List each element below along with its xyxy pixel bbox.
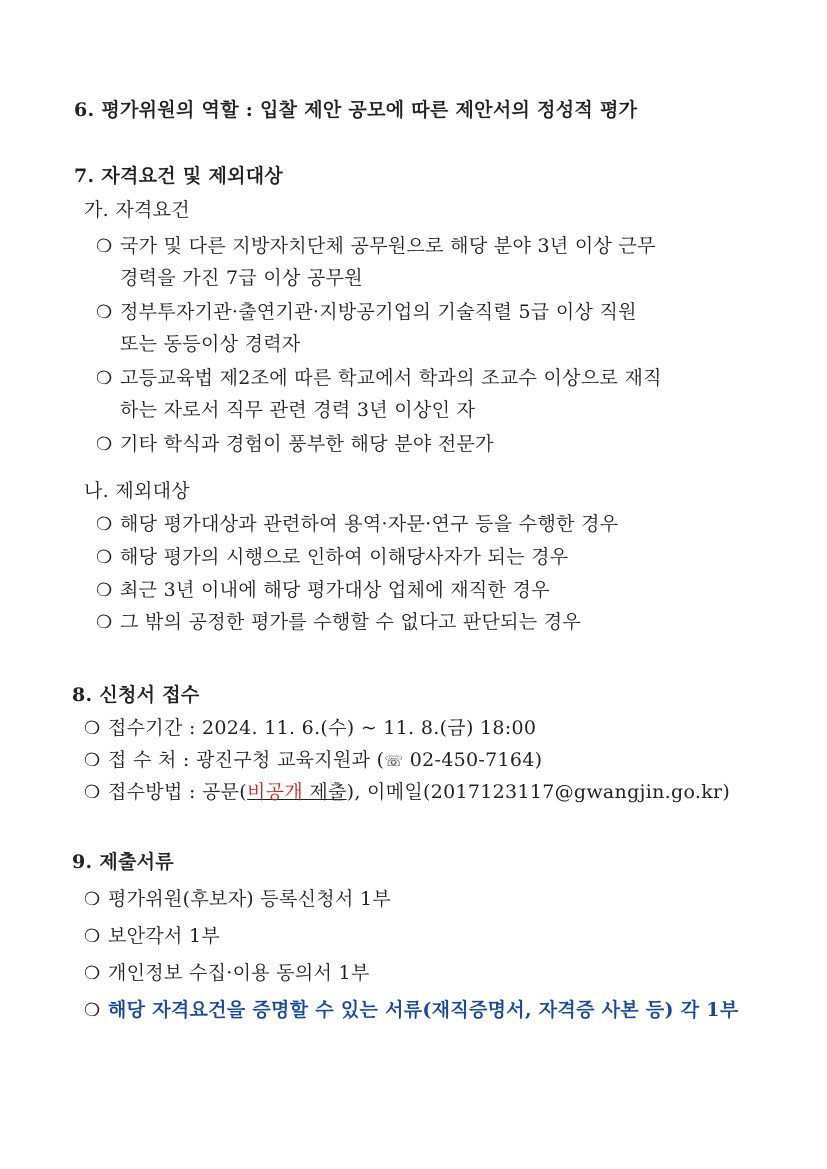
submission-method (84, 777, 730, 804)
submission-place (84, 745, 542, 772)
qualification-item-2-cont: 또는 동등이상 경력자 (120, 333, 301, 355)
document-item-4-text: 해당 자격요건을 증명할 수 있는 서류(재직증명서, 자격증 사본 등) 각 1부 (108, 999, 739, 1021)
exclusion-item-2 (96, 542, 568, 569)
submission-place-text: 접 수 처 : 광진구청 교육지원과 ( (108, 749, 385, 771)
circle-bullet-icon: ❍ (96, 547, 113, 568)
submit-label: 제출 (303, 781, 347, 803)
circle-bullet-icon: ❍ (84, 926, 101, 947)
submission-phone-number: 02-450-7164) (403, 749, 543, 771)
qualification-item-4-line1: 기타 학식과 경험이 풍부한 해당 분야 전문가 (120, 433, 494, 455)
circle-bullet-icon: ❍ (84, 963, 101, 984)
section-6-title: 6. 평가위원의 역할 : 입찰 제안 공모에 따른 제안서의 정성적 평가 (74, 99, 638, 121)
circle-bullet-icon: ❍ (96, 612, 113, 633)
exclusion-item-2-text: 해당 평가의 시행으로 인하여 이해당사자가 되는 경우 (120, 546, 569, 568)
document-item-1 (84, 884, 391, 911)
circle-bullet-icon: ❍ (84, 782, 101, 803)
submission-period-text: 접수기간 : 2024. 11. 6.(수) ~ 11. 8.(금) 18:00 (108, 717, 537, 739)
document-item-2-text: 보안각서 1부 (108, 925, 220, 947)
circle-bullet-icon: ❍ (96, 368, 113, 389)
circle-bullet-icon: ❍ (96, 434, 113, 455)
qualification-label: 가. 자격요건 (84, 199, 190, 221)
circle-bullet-icon: ❍ (84, 889, 101, 910)
section-9-title: 9. 제출서류 (72, 851, 174, 873)
circle-bullet-icon: ❍ (96, 580, 113, 601)
private-label: 비공개 (247, 781, 303, 803)
qualification-item-1-line1: 국가 및 다른 지방자치단체 공무원으로 해당 분야 3년 이상 근무 (120, 235, 656, 257)
document-item-4 (84, 995, 738, 1022)
exclusion-item-1-text: 해당 평가대상과 관련하여 용역·자문·연구 등을 수행한 경우 (120, 513, 619, 535)
circle-bullet-icon: ❍ (84, 1000, 101, 1021)
phone-icon: ☏ (384, 752, 404, 770)
qualification-item-3-cont: 하는 자로서 직무 관련 경력 3년 이상인 자 (120, 399, 476, 421)
qualification-item-3 (96, 363, 662, 390)
exclusion-item-4 (96, 607, 581, 634)
exclusion-item-3 (96, 575, 550, 602)
section-8-title: 8. 신청서 접수 (72, 684, 200, 706)
exclusion-label: 나. 제외대상 (84, 480, 190, 502)
submission-email: ), 이메일(2017123117@gwangjin.go.kr) (346, 781, 731, 803)
circle-bullet-icon: ❍ (84, 718, 101, 739)
document-item-2 (84, 921, 220, 948)
qualification-item-1 (96, 231, 656, 258)
submission-method-prefix: 접수방법 : 공문( (108, 781, 248, 803)
circle-bullet-icon: ❍ (96, 236, 113, 257)
circle-bullet-icon: ❍ (96, 302, 113, 323)
qualification-item-2-line1: 정부투자기관·출연기관·지방공기업의 기술직렬 5급 이상 직원 (120, 301, 637, 323)
exclusion-item-4-text: 그 밖의 공정한 평가를 수행할 수 없다고 판단되는 경우 (120, 611, 582, 633)
document-item-3-text: 개인정보 수집·이용 동의서 1부 (108, 962, 370, 984)
submission-period (84, 713, 536, 740)
circle-bullet-icon: ❍ (84, 750, 101, 771)
qualification-item-4 (96, 429, 494, 456)
exclusion-item-1 (96, 509, 618, 536)
document-item-3 (84, 958, 370, 985)
qualification-item-3-line1: 고등교육법 제2조에 따른 학교에서 학과의 조교수 이상으로 재직 (120, 367, 662, 389)
qualification-item-1-cont: 경력을 가진 7급 이상 공무원 (120, 267, 363, 289)
qualification-item-2 (96, 297, 637, 324)
document-item-1-text: 평가위원(후보자) 등록신청서 1부 (108, 888, 391, 910)
exclusion-item-3-text: 최근 3년 이내에 해당 평가대상 업체에 재직한 경우 (120, 579, 550, 601)
circle-bullet-icon: ❍ (96, 514, 113, 535)
section-7-title: 7. 자격요건 및 제외대상 (74, 165, 284, 187)
